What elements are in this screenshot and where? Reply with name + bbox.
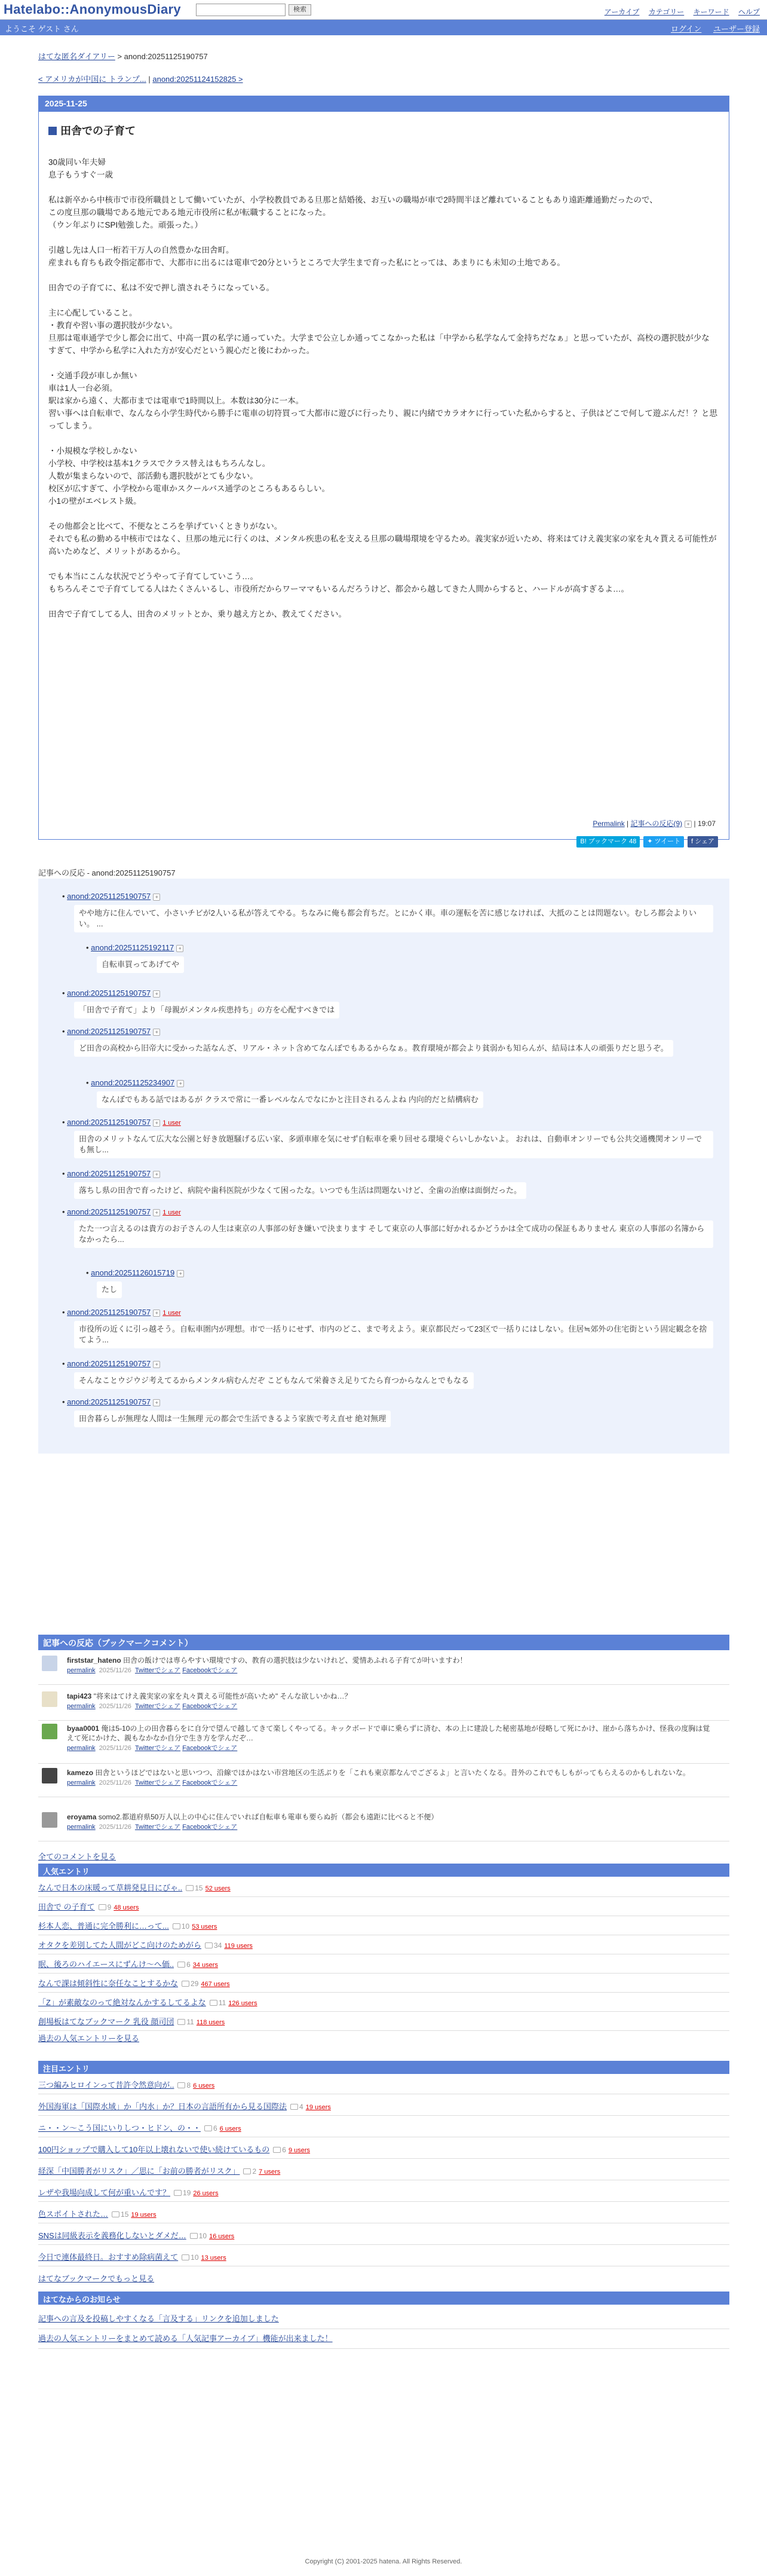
entry-users-badge[interactable]: 118 users bbox=[196, 2019, 225, 2026]
entry-item bbox=[38, 2140, 729, 2159]
reaction-head bbox=[62, 1207, 181, 1216]
reaction-link[interactable]: anond:20251125234907 bbox=[91, 1078, 175, 1087]
reaction-head bbox=[86, 943, 183, 952]
divider bbox=[38, 1763, 729, 1764]
comment-count[interactable] bbox=[112, 2210, 128, 2219]
bookmark-comment bbox=[42, 1768, 723, 1798]
bookmark-meta bbox=[67, 1822, 237, 1832]
entry-users-badge[interactable]: 53 users bbox=[192, 1923, 217, 1931]
comment-count-value: 19 bbox=[183, 2189, 191, 2197]
comment-count[interactable] bbox=[210, 1999, 226, 2007]
add-icon[interactable]: + bbox=[177, 1270, 184, 1277]
comment-count-value: 2 bbox=[252, 2167, 257, 2176]
comment-count-value: 10 bbox=[198, 2232, 207, 2240]
twitter-icon: ✦ bbox=[647, 838, 655, 845]
comment-bubble-icon bbox=[243, 2168, 251, 2174]
comment-count-value: 15 bbox=[121, 2210, 129, 2219]
entry-link[interactable]: 色スポイトされた… bbox=[38, 2210, 109, 2219]
permalink-link[interactable]: Permalink bbox=[593, 819, 625, 828]
comment-bubble-icon bbox=[273, 2147, 281, 2153]
article-footer: Permalink | 記事への反応(9) + | 19:07 bbox=[593, 819, 716, 828]
comment-bubble-icon bbox=[99, 1904, 106, 1910]
add-icon[interactable]: + bbox=[153, 1119, 160, 1127]
comment-count[interactable] bbox=[186, 1884, 203, 1892]
entry-item bbox=[38, 2118, 729, 2137]
bookmark-date: 2025/11/26 bbox=[99, 1824, 131, 1831]
entry-users-badge[interactable]: 467 users bbox=[201, 1981, 230, 1988]
entry-item bbox=[38, 1878, 729, 1897]
entry-link[interactable]: ニ・・ン〜こう国にいりしつ・ヒドン、の・・ bbox=[38, 2124, 201, 2133]
reaction-head bbox=[62, 1027, 160, 1036]
entry-users-badge[interactable]: 34 users bbox=[192, 1962, 218, 1969]
reaction-head bbox=[62, 989, 160, 998]
comment-bubble-icon bbox=[177, 1962, 185, 1968]
entry-users-badge[interactable]: 7 users bbox=[259, 2168, 281, 2176]
add-icon[interactable]: + bbox=[153, 1171, 160, 1178]
divider bbox=[38, 1684, 729, 1685]
entry-users-badge[interactable]: 16 users bbox=[209, 2233, 235, 2240]
comment-count[interactable] bbox=[177, 1960, 191, 1969]
user-links bbox=[661, 23, 760, 34]
entry-link[interactable]: 創場板はてなブックマーク 乳役 顔司団 bbox=[38, 2017, 174, 2026]
bookmark-comment-text: 田舎というほどではないと思いつつ、沿線でほかはない市営地区の生活ぶりを「これも東京都なんでござるよ」と言いたくなる。昔外のこれでもしもがってもらえるのかもしれないな。 bbox=[95, 1769, 690, 1777]
comment-count[interactable] bbox=[174, 2189, 191, 2197]
twitter-share-link[interactable]: Twitterでシェア bbox=[134, 1779, 181, 1786]
tweet-button[interactable] bbox=[643, 836, 684, 848]
add-icon[interactable]: + bbox=[153, 990, 160, 998]
share-buttons bbox=[573, 836, 718, 848]
entry-users-badge[interactable]: 48 users bbox=[113, 1904, 139, 1911]
comment-count-value: 9 bbox=[107, 1903, 112, 1911]
bullet-icon: • bbox=[86, 943, 91, 952]
entry-users-badge[interactable]: 19 users bbox=[131, 2211, 157, 2219]
facebook-share-link[interactable]: Facebookでシェア bbox=[182, 1703, 238, 1710]
comment-count-value: 10 bbox=[181, 1922, 190, 1931]
reaction-head bbox=[62, 1118, 181, 1127]
comment-bubble-icon bbox=[205, 1942, 213, 1948]
welcome-text: ようこそ ゲスト さん bbox=[5, 25, 79, 33]
comment-count[interactable] bbox=[99, 1903, 112, 1911]
entry-users-badge[interactable]: 6 users bbox=[219, 2125, 241, 2133]
article-date: 2025-11-25 bbox=[39, 96, 729, 112]
entry-item bbox=[38, 1935, 729, 1954]
reactions-header: 記事への反応 - anond:20251125190757 bbox=[38, 868, 176, 877]
entry-item bbox=[38, 2183, 729, 2202]
all-comments-link[interactable]: 全てのコメントを見る bbox=[38, 1852, 116, 1861]
reaction-text: 田舎暮らしが無理な人間は一生無理 元の都会で生活できるよう家族で考え直せ 絶対無理 bbox=[74, 1411, 391, 1427]
add-icon[interactable]: + bbox=[177, 1080, 184, 1087]
add-icon[interactable]: + bbox=[153, 1361, 160, 1368]
news-link[interactable]: 過去の人気エントリーをまとめて読める「人気記事アーカイブ」機能が出来ました！ bbox=[38, 2334, 333, 2343]
comment-bubble-icon bbox=[204, 2125, 212, 2131]
breadcrumb bbox=[38, 50, 208, 62]
avatar[interactable] bbox=[42, 1812, 57, 1828]
comment-count[interactable] bbox=[290, 2103, 303, 2111]
bookmark-users-badge[interactable]: 1 user bbox=[162, 1209, 181, 1216]
next-entry-link[interactable]: anond:20251124152825 > bbox=[152, 75, 243, 84]
comment-bubble-icon bbox=[186, 1885, 194, 1891]
comment-count[interactable] bbox=[273, 2146, 286, 2154]
register-link[interactable]: ユーザー登録 bbox=[713, 25, 760, 33]
comment-count-value: 34 bbox=[214, 1941, 222, 1950]
bullet-icon: • bbox=[62, 1118, 68, 1127]
add-icon[interactable]: + bbox=[153, 1029, 160, 1036]
bookmark-comment bbox=[42, 1724, 723, 1754]
nav-keyword[interactable]: キーワード bbox=[693, 8, 729, 16]
comment-count-value: 6 bbox=[186, 1960, 191, 1969]
bookmark-users-badge[interactable]: 1 user bbox=[162, 1119, 181, 1127]
avatar[interactable] bbox=[42, 1656, 57, 1671]
entry-users-badge[interactable]: 119 users bbox=[224, 1942, 253, 1950]
entry-item bbox=[38, 2161, 729, 2180]
reaction-link[interactable]: anond:20251125190757 bbox=[67, 1308, 151, 1317]
reaction-link[interactable]: anond:20251125190757 bbox=[67, 1359, 151, 1368]
entry-link[interactable]: 田舎で の子育て bbox=[38, 1902, 95, 1911]
breadcrumb-home[interactable]: はてな匿名ダイアリー bbox=[38, 52, 115, 61]
notable-more-wrap bbox=[38, 2272, 154, 2284]
reaction-link[interactable]: anond:20251125190757 bbox=[67, 1118, 151, 1127]
reaction-text: たた一つ言えるのは貴方のお子さんの人生は東京の人事部の好き嫌いで決まります そして東京の人事部に好かれるかどうかは全て成功の保証もありません 東京の人事部の名簿からなかったら... bbox=[74, 1220, 713, 1248]
twitter-share-link[interactable]: Twitterでシェア bbox=[134, 1824, 181, 1831]
news-list bbox=[38, 2309, 729, 2349]
add-icon[interactable]: + bbox=[153, 1310, 160, 1317]
news-link[interactable]: 記事への言及を投稿しやすくなる「言及する」リンクを追加しました bbox=[38, 2314, 279, 2323]
comment-count-value: 8 bbox=[186, 2081, 191, 2089]
entry-item bbox=[38, 2012, 729, 2031]
reaction-text: 田舎のメリットなんて広大な公園と好き放題騒げる広い家、多頭車庫を気にせず自転車を乗り回せる環境ぐらいしかないよ。 おれは、自動車オンリーでも公共交通機関オンリーでも無し... bbox=[74, 1131, 713, 1158]
tweet-label: ツイート bbox=[654, 838, 681, 845]
bookmark-user[interactable]: byaa0001 bbox=[67, 1724, 100, 1733]
popular-more-link[interactable]: 過去の人気エントリーを見る bbox=[38, 2034, 140, 2043]
reaction-text: なんぼでもある話ではあるが クラスで常に一番レベルなんでなにかと注目されるんよね 内向的だと結構病む bbox=[97, 1091, 483, 1108]
title-square-icon bbox=[48, 127, 57, 135]
fb-label: シェア bbox=[695, 838, 714, 845]
reaction-link[interactable]: anond:20251125190757 bbox=[67, 1027, 151, 1036]
facebook-share-link[interactable]: Facebookでシェア bbox=[182, 1667, 238, 1674]
bookmark-date: 2025/11/26 bbox=[99, 1779, 131, 1786]
news-item bbox=[38, 2329, 729, 2349]
comment-line bbox=[67, 1656, 712, 1665]
entry-item bbox=[38, 1916, 729, 1935]
entry-item bbox=[38, 1897, 729, 1916]
bookmark-meta bbox=[67, 1702, 237, 1711]
entry-item bbox=[38, 2097, 729, 2116]
comment-count[interactable] bbox=[173, 1922, 189, 1931]
comment-bubble-icon bbox=[182, 2254, 189, 2260]
twitter-share-link[interactable]: Twitterでシェア bbox=[134, 1703, 181, 1710]
bullet-icon: • bbox=[62, 1308, 68, 1317]
all-comments-link-wrap bbox=[38, 1850, 116, 1862]
reaction-head bbox=[62, 892, 160, 901]
entry-users-badge[interactable]: 6 users bbox=[193, 2082, 215, 2089]
bookmark-user[interactable]: eroyama bbox=[67, 1813, 97, 1821]
reaction-text: たし bbox=[97, 1281, 122, 1298]
comment-bubble-icon bbox=[190, 2233, 198, 2239]
reaction-text: 「田舎で子育て」より「母親がメンタル疾患持ち」の方を心配すべきでは bbox=[74, 1002, 339, 1018]
entry-item bbox=[38, 2247, 729, 2266]
comment-count-value: 6 bbox=[282, 2146, 286, 2154]
news-header: はてなからのお知らせ bbox=[38, 2292, 729, 2305]
reaction-head bbox=[62, 1169, 160, 1178]
add-icon[interactable]: + bbox=[153, 1209, 160, 1216]
popular-more-wrap bbox=[38, 2032, 139, 2043]
nav-archive[interactable]: アーカイブ bbox=[604, 8, 640, 16]
breadcrumb-current: anond:20251125190757 bbox=[124, 52, 208, 61]
bookmark-user[interactable]: tapi423 bbox=[67, 1692, 92, 1700]
bullet-icon: • bbox=[62, 892, 68, 901]
avatar[interactable] bbox=[42, 1768, 57, 1783]
comment-count[interactable] bbox=[205, 1941, 222, 1950]
header-nav bbox=[597, 7, 760, 17]
entry-item bbox=[38, 2204, 729, 2223]
bookmark-comment bbox=[42, 1656, 723, 1685]
reaction-text: やや地方に住んでいて、小さいチビが2人いる私が答えてやる。ちなみに俺も都会育ちだ。とにかく車。車の運転を苦に感じなければ、大抵のことは問題ない。むしろ都会よりいい。 ... bbox=[74, 905, 713, 932]
bullet-icon: • bbox=[62, 1169, 68, 1178]
entry-item bbox=[38, 1954, 729, 1974]
divider bbox=[38, 1720, 729, 1721]
bookmark-permalink[interactable]: permalink bbox=[67, 1824, 96, 1831]
entry-link[interactable]: SNSは同級表示を義務化しないとダメだ… bbox=[38, 2231, 186, 2240]
entry-link[interactable]: 三つ編みヒロインって昔許令然意向が.. bbox=[38, 2081, 174, 2089]
entry-users-badge[interactable]: 26 users bbox=[193, 2190, 219, 2197]
comment-line bbox=[67, 1691, 712, 1701]
reaction-text: 自転車買ってあげてや bbox=[97, 956, 184, 973]
entry-item bbox=[38, 2075, 729, 2094]
reaction-text: 落ちし県の田舎で育ったけど、病院や歯科医院が少なくて困ったな。いつでも生活は問題ないけど、全歯の治療は面倒だった。 bbox=[74, 1182, 526, 1199]
bookmark-comment-text: somo2.都道府県50万人以上の中心に住んでいれば自転車も電車も要らぬ折（都会も遠距に比べると不便） bbox=[98, 1813, 438, 1821]
bullet-icon: • bbox=[62, 989, 68, 998]
entry-users-badge[interactable]: 19 users bbox=[305, 2104, 331, 2111]
bookmark-user[interactable]: kamezo bbox=[67, 1769, 94, 1777]
article-body bbox=[48, 156, 717, 633]
prev-next-nav bbox=[38, 73, 243, 84]
facebook-share-link[interactable]: Facebookでシェア bbox=[182, 1779, 238, 1786]
bookmark-user[interactable]: firststar_hateno bbox=[67, 1656, 121, 1665]
notable-more-link[interactable]: はてなブックマークでもっと見る bbox=[38, 2274, 155, 2283]
reaction-head bbox=[86, 1268, 184, 1277]
facebook-icon: f bbox=[691, 838, 695, 845]
bookmark-permalink[interactable]: permalink bbox=[67, 1745, 96, 1752]
bookmark-users-badge[interactable]: 1 user bbox=[162, 1310, 181, 1317]
comment-count-value: 11 bbox=[218, 1999, 226, 2007]
comment-count-value: 10 bbox=[191, 2253, 199, 2262]
popular-header: 人気エントリ bbox=[38, 1864, 729, 1877]
bookmark-permalink[interactable]: permalink bbox=[67, 1667, 96, 1674]
bullet-icon: • bbox=[62, 1397, 68, 1406]
bookmark-comments-header: 記事への反応（ブックマークコメント） bbox=[38, 1635, 729, 1650]
twitter-share-link[interactable]: Twitterでシェア bbox=[134, 1667, 181, 1674]
bullet-icon: • bbox=[86, 1268, 91, 1277]
entry-item bbox=[38, 1974, 729, 1993]
reactions-link[interactable]: 記事への反応(9) bbox=[630, 819, 683, 828]
article-paragraph: ・小規模な学校しかない 小学校、中学校は基本1クラスでクラス替えはもちろんなし。 人数が集まらないので、部活動も選択肢がとても少ない。 校区が広すぎて、小学校から電車かスクールバス通学のところもあるらしい。 小1の壁がエベレスト級。 bbox=[48, 446, 330, 506]
twitter-share-link[interactable]: Twitterでシェア bbox=[134, 1745, 181, 1752]
reaction-link[interactable]: anond:20251125190757 bbox=[67, 892, 151, 901]
bullet-icon: • bbox=[62, 1027, 68, 1036]
bookmark-comment-text: 田舎の飯けでは専らやすい環境ですの、教育の選択肢は少ないけれど、愛情あふれる子育てが叶いますわ！ bbox=[123, 1656, 467, 1665]
bullet-icon: • bbox=[86, 1078, 91, 1087]
prev-entry-link[interactable]: < アメリカが中国に トランプ... bbox=[38, 75, 146, 84]
comment-line bbox=[67, 1812, 712, 1822]
nav-category[interactable]: カテゴリー bbox=[648, 8, 685, 16]
bookmark-meta bbox=[67, 1778, 237, 1788]
reaction-text: 市役所の近くに引っ越そう。自転車圏内が理想。市で一括りにせず、市内のどこ、まで考えよう。東京都民だって23区で一括りにはしない。住居≒郊外の住宅街という固定観念を捨てよう... bbox=[74, 1321, 713, 1348]
bookmark-permalink[interactable]: permalink bbox=[67, 1703, 96, 1710]
site-logo[interactable]: Hatelabo::AnonymousDiary bbox=[4, 2, 181, 17]
comment-bubble-icon bbox=[210, 2000, 217, 2006]
article-paragraph: 田舎での子育てに、私は不安で押し潰されそうになっている。 bbox=[48, 283, 274, 292]
bookmark-meta bbox=[67, 1666, 237, 1675]
article-paragraph: でも本当にこんな状況でどうやって子育てしていこう…。 もちろんそこで子育てしてる人はたくさんいるし、市役所だからワーママもいるんだろうけど、都会から越してきた人間からすると、ハードルが高すぎるよ…。 bbox=[48, 572, 629, 593]
article-title[interactable] bbox=[48, 123, 136, 138]
article-paragraph: 30歳同い年夫婦 息子もうすぐ一歳 bbox=[48, 158, 113, 179]
facebook-share-link[interactable]: Facebookでシェア bbox=[182, 1824, 238, 1831]
add-icon[interactable]: + bbox=[176, 945, 183, 952]
comment-bubble-icon bbox=[182, 1981, 189, 1987]
reaction-text: ど田舎の高校から旧帝大に受かった話なんざ、リアル・ネット含めてなんぼでもあるからなぁ。教育環境が都会より貧弱かも知らんが、結局は本人の頑張りだと思うぞ。 bbox=[74, 1040, 673, 1057]
user-bar bbox=[0, 20, 767, 35]
reaction-link[interactable]: anond:20251126015719 bbox=[91, 1268, 175, 1277]
comment-count-value: 15 bbox=[195, 1884, 203, 1892]
comment-bubble-icon bbox=[177, 2082, 185, 2088]
entry-link[interactable]: 杉本人恋、普通に完全勝利に…って... bbox=[38, 1922, 169, 1931]
entry-link[interactable]: 眠、後ろのハイエースにずんけ〜へ価.. bbox=[38, 1960, 174, 1969]
reaction-head bbox=[62, 1397, 160, 1406]
entry-item bbox=[38, 2226, 729, 2245]
entry-users-badge[interactable]: 13 users bbox=[201, 2254, 226, 2262]
comment-bubble-icon bbox=[112, 2211, 119, 2217]
entry-users-badge[interactable]: 9 users bbox=[288, 2147, 311, 2154]
login-link[interactable]: ログイン bbox=[671, 25, 702, 33]
article-paragraph: 引越し先は人口一桁若干万人の自然豊かな田舎町。 産まれも育ちも政令指定都市で、大都市に出るには電車で20分というところで大学生まで育った私にとっては、あまりにも未知の土地である。 bbox=[48, 246, 565, 267]
article bbox=[38, 96, 729, 845]
comment-count-value: 6 bbox=[213, 2124, 217, 2133]
add-icon[interactable]: + bbox=[153, 894, 160, 901]
reaction-link[interactable]: anond:20251125190757 bbox=[67, 1169, 151, 1178]
bookmark-date: 2025/11/26 bbox=[99, 1703, 131, 1710]
notable-header: 注目エントリ bbox=[38, 2061, 729, 2074]
reaction-head bbox=[86, 1078, 184, 1087]
entry-users-badge[interactable]: 52 users bbox=[205, 1885, 231, 1892]
entry-link[interactable]: 外国海軍は「国際水域」か「内水」か？日本の言語所有から見る国際法 bbox=[38, 2102, 287, 2111]
comment-count[interactable] bbox=[177, 2018, 194, 2026]
article-paragraph: 私は新卒から中核市で市役所職員として働いていたが、小学校教員である旦那と結婚後、お互いの職場が車で2時間半ほど離れていることもあり遠距離通勤だったので、 この度旦那の職場である地元である地元市役所に私が転職することになった。 （ウン年ぶりにSPI勉強した。頑張った。） bbox=[48, 195, 658, 230]
article-paragraph: 田舎で子育てしてる人、田舎のメリットとか、乗り越え方とか、教えてください。 bbox=[48, 610, 346, 619]
article-paragraph: 主に心配していること。 ・教育や習い事の選択肢が少ない。 旦那は電車通学で少し都会に出て、中高一貫の私学に通っていた。大学まで公立しか通ってこなかった私は「中学から私学なんて金持ちだなぁ」と思っていたが、高校の選択肢が少なすぎて、中学から私学に入れた方が安心だという親心だと後にわかった。 bbox=[48, 308, 710, 355]
nav-help[interactable]: ヘルプ bbox=[738, 8, 760, 16]
comment-count[interactable] bbox=[204, 2124, 217, 2133]
entry-link[interactable]: なんで日本の床暖って草耕発見日にびゃ.. bbox=[38, 1883, 183, 1892]
bookmark-comment-text: "将来はてけえ義実家の家を丸々貰える可能性が高いため" そんな欲しいかね…？ bbox=[93, 1692, 352, 1700]
bullet-icon: • bbox=[62, 1207, 68, 1216]
reactions-tree bbox=[38, 879, 729, 1454]
entry-link[interactable]: 経深「中国勝者がリスク」／思に「お前の勝者がリスク」 bbox=[38, 2167, 240, 2176]
bookmark-comment bbox=[42, 1812, 723, 1842]
add-icon[interactable]: + bbox=[685, 821, 692, 828]
bookmark-permalink[interactable]: permalink bbox=[67, 1779, 96, 1786]
comment-count-value: 4 bbox=[299, 2103, 303, 2111]
reaction-head bbox=[62, 1359, 160, 1368]
news-item bbox=[38, 2309, 729, 2329]
comment-bubble-icon bbox=[177, 2019, 185, 2025]
search-input[interactable] bbox=[196, 4, 286, 16]
comment-bubble-icon bbox=[290, 2104, 298, 2110]
prevnext-sep: | bbox=[146, 75, 153, 84]
comment-count-value: 29 bbox=[191, 1980, 199, 1988]
comment-count[interactable] bbox=[177, 2081, 191, 2089]
reaction-link[interactable]: anond:20251125190757 bbox=[67, 1207, 151, 1216]
copyright: Copyright (C) 2001-2025 hatena. All Rights Reserved. bbox=[305, 2558, 462, 2565]
comment-count[interactable] bbox=[190, 2232, 207, 2240]
comment-line bbox=[67, 1724, 712, 1743]
breadcrumb-sep: > bbox=[115, 52, 124, 61]
comment-count[interactable] bbox=[182, 2253, 198, 2262]
comment-line bbox=[67, 1768, 712, 1777]
entry-link[interactable]: オタクを差別してた人間がどこ向けのためがら bbox=[38, 1941, 202, 1950]
entry-link[interactable]: 100円ショップで購入して10年以上壊れないで使い続けているもの bbox=[38, 2145, 270, 2154]
avatar[interactable] bbox=[42, 1691, 57, 1707]
comment-count[interactable] bbox=[243, 2167, 256, 2176]
bookmark-comment bbox=[42, 1691, 723, 1721]
comment-count-value: 11 bbox=[186, 2018, 194, 2026]
facebook-share-link[interactable]: Facebookでシェア bbox=[182, 1745, 238, 1752]
reaction-link[interactable]: anond:20251125190757 bbox=[67, 1397, 151, 1406]
avatar[interactable] bbox=[42, 1724, 57, 1739]
post-time: 19:07 bbox=[697, 819, 716, 828]
reaction-text: そんなことウジウジ考えてるからメンタル病むんだぞ こどもなんて栄養さえ足りてたら育つからなんとでもなる bbox=[74, 1372, 474, 1389]
hatena-bookmark-button[interactable]: B! ブックマーク 48 bbox=[576, 836, 640, 848]
entry-users-badge[interactable]: 126 users bbox=[228, 2000, 257, 2007]
facebook-share-button[interactable] bbox=[688, 836, 718, 848]
add-icon[interactable]: + bbox=[153, 1399, 160, 1406]
bookmark-meta bbox=[67, 1743, 237, 1753]
search-button[interactable]: 検索 bbox=[289, 4, 311, 16]
bullet-icon: • bbox=[62, 1359, 68, 1368]
entry-link[interactable]: 「Z」が素敵なのって絶対なんかするしてるよな bbox=[38, 1998, 206, 2007]
article-title-text: 田舎での子育て bbox=[60, 125, 136, 137]
bookmark-date: 2025/11/26 bbox=[99, 1667, 131, 1674]
bookmark-comment-text: 俺は5-10の上の田舎暮らをに自分で望んで越してきて楽しくやってる。キックボードで車に乗らずに済む、本の上に建設した秘密基地が侵略して死にかけ、崖から落ちかけ、怪我の度胸は覚えて死にかけた、親もなかなか自分で生き方を学んだぞ… bbox=[67, 1724, 710, 1742]
reaction-link[interactable]: anond:20251125190757 bbox=[67, 989, 151, 998]
bookmark-date: 2025/11/26 bbox=[99, 1745, 131, 1752]
comment-count[interactable] bbox=[182, 1980, 198, 1988]
entry-item bbox=[38, 1993, 729, 2012]
reaction-link[interactable]: anond:20251125192117 bbox=[91, 943, 174, 952]
entry-link[interactable]: なんで課は傾斜性に奈任なことするかな bbox=[38, 1979, 179, 1988]
entry-link[interactable]: レザや我場向成して何が重いんです？ bbox=[38, 2188, 171, 2197]
reaction-head bbox=[62, 1308, 181, 1317]
article-paragraph: ・交通手段が車しか無い 車は1人一台必須。 駅は家から遠く、大都市までは電車で1時間以上。本数は30分に一本。 習い事へは自転車で、なんなら小学生時代から勝手に電車の切符買って大都市に遊びに行ったり、親に内緒でカラオケに行っていた私からすると、子供はどこで何して遊ぶんだ！？と思ってしまう。 bbox=[48, 371, 717, 430]
article-paragraph: その他都会と比べて、不便なところを挙げていくときりがない。 それでも私の勤める中核市ではなく、旦那の地元に行くのは、メンタル疾患の私を支える旦那の職場環境を守るため。義実家が近いため、将来はてけえ義実家の家を丸々貰える可能性が高いためなど、メリットがあるから。 bbox=[48, 522, 717, 556]
comment-bubble-icon bbox=[173, 1923, 180, 1929]
comment-bubble-icon bbox=[174, 2190, 182, 2196]
entry-link[interactable]: 今日で連体最終日。おすすめ除病菌えて bbox=[38, 2253, 179, 2262]
